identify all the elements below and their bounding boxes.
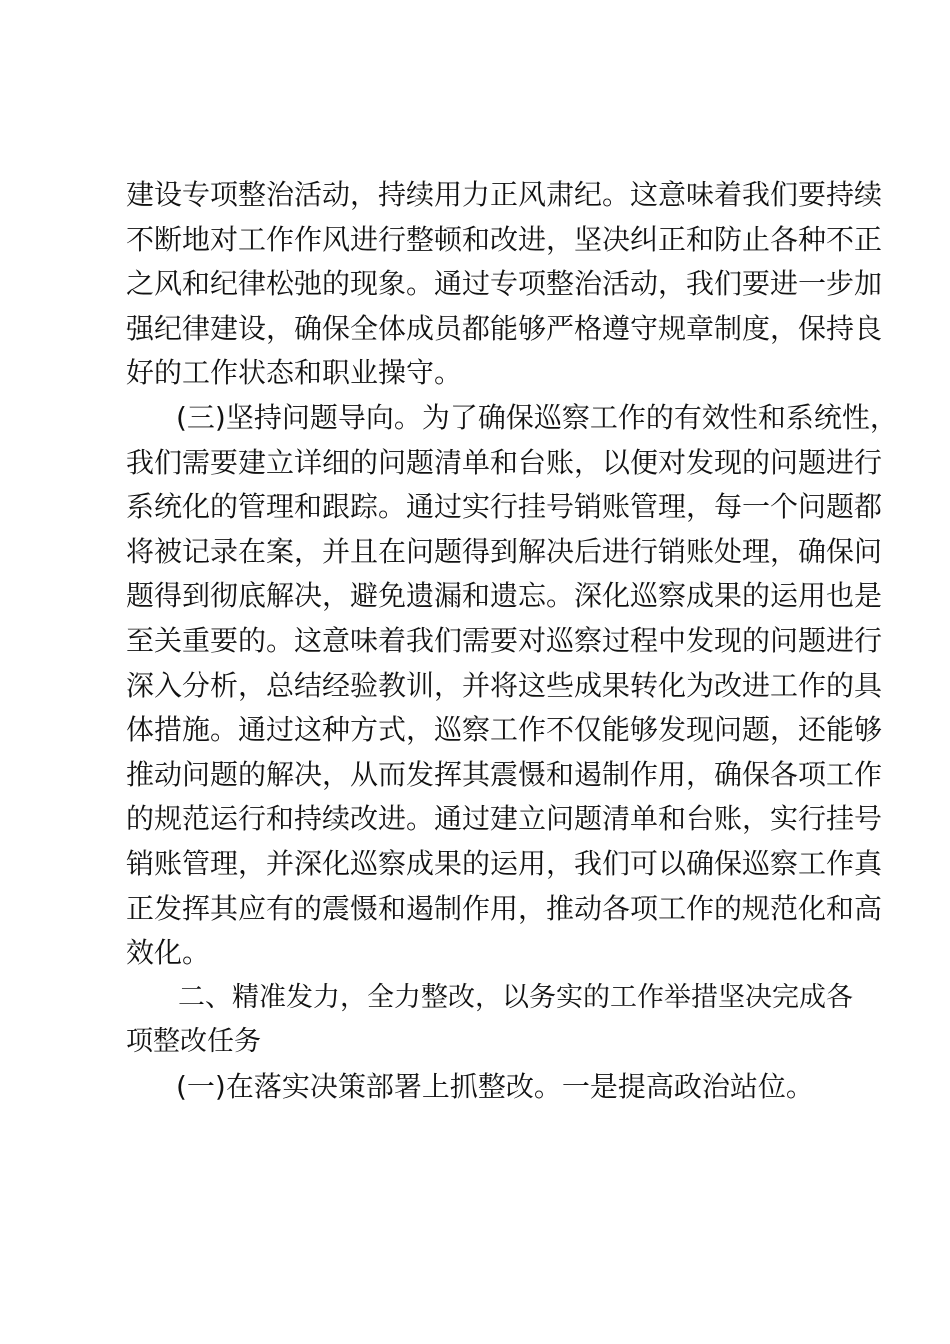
paragraph-line: 强纪律建设，确保全体成员都能够严格遵守规章制度，保持良: [126, 311, 883, 345]
paragraph-line: 推动问题的解决，从而发挥其震慑和遏制作用，确保各项工作: [126, 757, 883, 791]
paragraph-line: 好的工作状态和职业操守。: [126, 356, 463, 390]
paragraph-line: 的规范运行和持续改进。通过建立问题清单和台账，实行挂号: [126, 802, 883, 836]
paragraph-line: 至关重要的。这意味着我们需要对巡察过程中发现的问题进行: [126, 623, 883, 657]
paragraph-line: 之风和纪律松弛的现象。通过专项整治活动，我们要进一步加: [126, 267, 883, 301]
section-heading: 二、精准发力，全力整改，以务实的工作举措坚决完成各: [178, 981, 853, 1013]
paragraph-first-line: (三)坚持问题导向。为了确保巡察工作的有效性和系统性，: [176, 400, 898, 434]
paragraph-first-line: (一)在落实决策部署上抓整改。一是提高政治站位。: [176, 1069, 814, 1103]
paragraph-line: 效化。: [126, 936, 211, 970]
paragraph-line: 将被记录在案，并且在问题得到解决后进行销账处理，确保问: [126, 534, 883, 568]
paragraph-line: 销账管理，并深化巡察成果的运用，我们可以确保巡察工作真: [126, 846, 883, 880]
body-text: [126, 173, 898, 1109]
paragraph-line: 系统化的管理和跟踪。通过实行挂号销账管理，每一个问题都: [126, 490, 883, 524]
paragraph-line: 我们需要建立详细的问题清单和台账，以便对发现的问题进行: [126, 445, 883, 479]
paragraph-line: 深入分析，总结经验教训，并将这些成果转化为改进工作的具: [126, 668, 883, 702]
section-heading-line: 项整改任务: [126, 1026, 261, 1058]
paragraph-line: 建设专项整治活动，持续用力正风肃纪。这意味着我们要持续: [126, 178, 883, 211]
paragraph-line: 题得到彻底解决，避免遗漏和遗忘。深化巡察成果的运用也是: [126, 579, 883, 613]
paragraph-line: 正发挥其应有的震慑和遏制作用，推动各项工作的规范化和高: [126, 891, 883, 925]
paragraph-line: 体措施。通过这种方式，巡察工作不仅能够发现问题，还能够: [126, 713, 883, 747]
paragraph-line: 不断地对工作作风进行整顿和改进，坚决纠正和防止各种不正: [126, 222, 883, 256]
